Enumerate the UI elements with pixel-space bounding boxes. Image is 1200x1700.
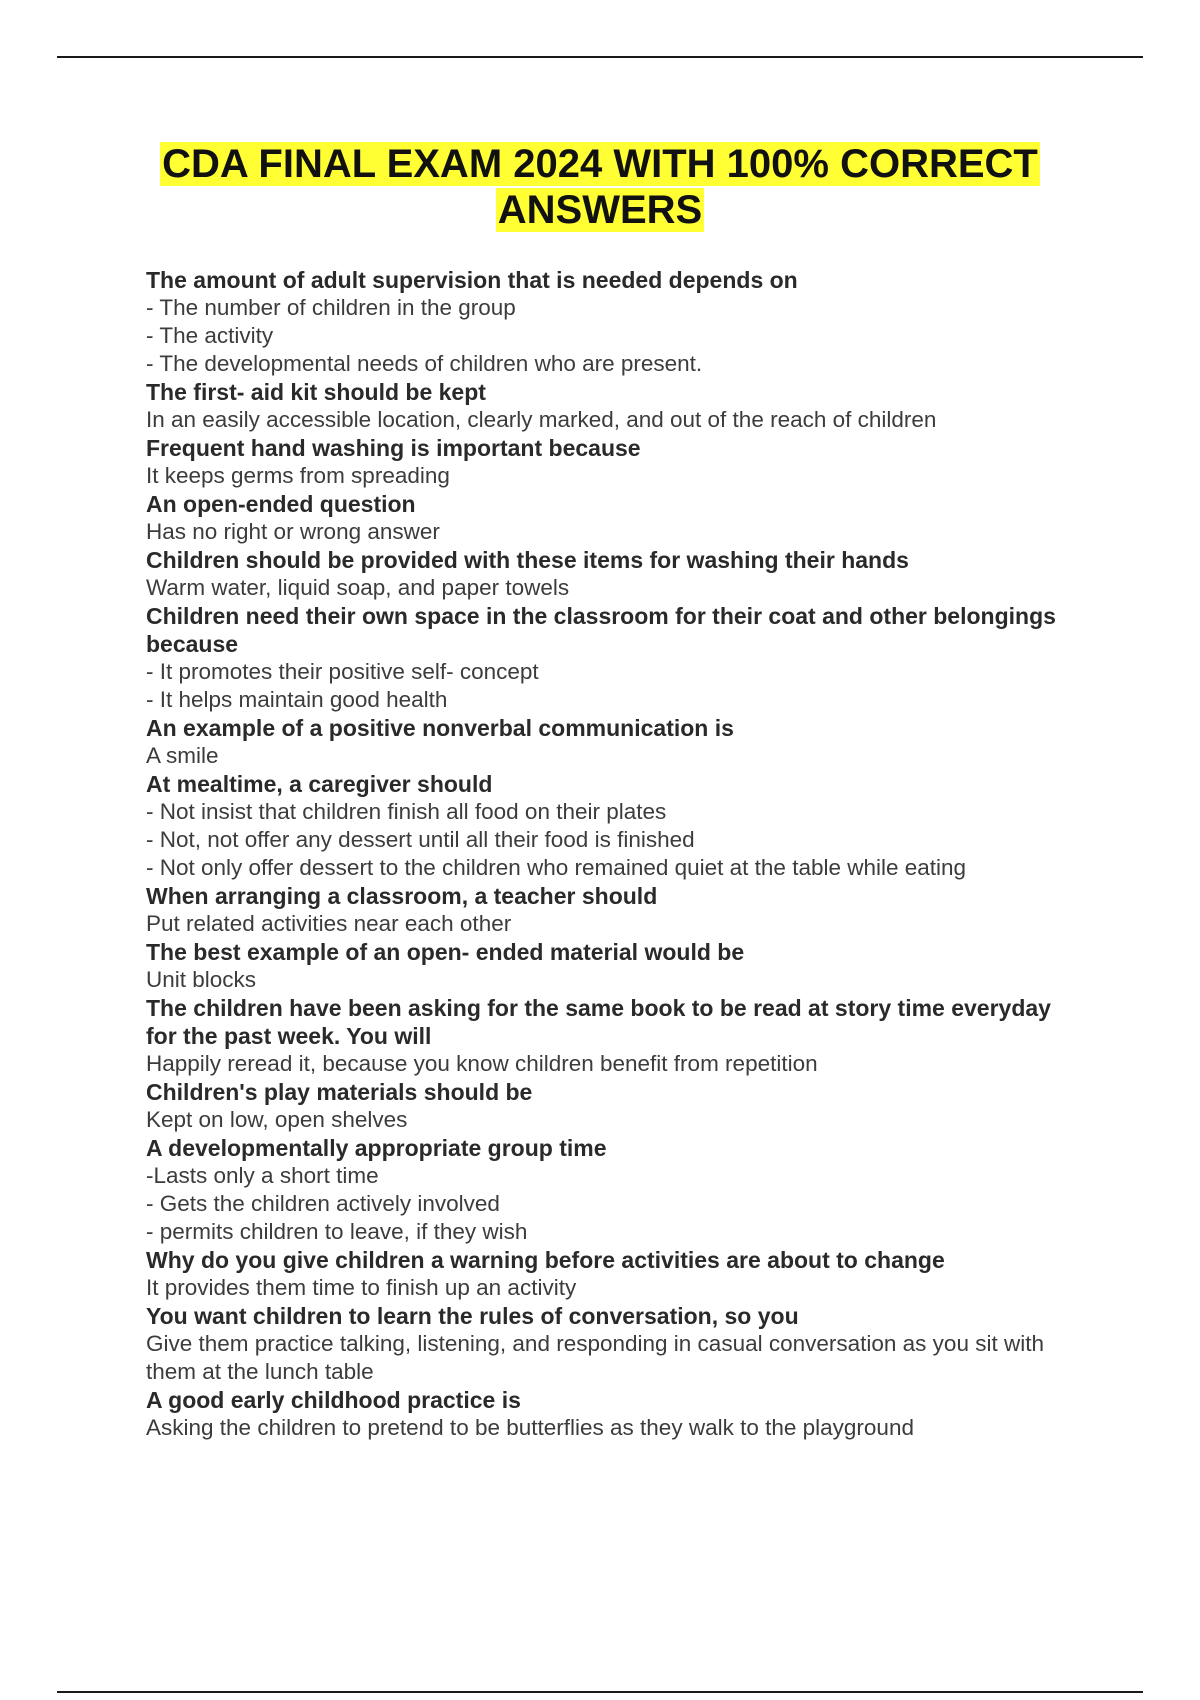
question: Why do you give children a warning before activities are about to change [146,1247,945,1273]
question: The first- aid kit should be kept [146,379,486,405]
qa-item [146,882,1076,938]
answer: - It helps maintain good health [146,687,448,712]
question: Children's play materials should be [146,1079,533,1105]
question: A good early childhood practice is [146,1387,521,1413]
qa-item [146,994,1076,1078]
answer: Asking the children to pretend to be butterflies as they walk to the playground [146,1415,914,1440]
qa-item [146,938,1076,994]
question: An example of a positive nonverbal communication is [146,715,734,741]
qa-item [146,1134,1076,1246]
question: The children have been asking for the same book to be read at story time everyday for the past week. You will [146,995,1051,1049]
qa-item [146,602,1076,714]
answer: Give them practice talking, listening, and responding in casual conversation as you sit with them at the lunch table [146,1331,1044,1384]
question: Frequent hand washing is important because [146,435,641,461]
answer: Put related activities near each other [146,911,512,936]
qa-list [146,266,1076,1442]
qa-item [146,378,1076,434]
qa-item [146,434,1076,490]
qa-item [146,1246,1076,1302]
qa-item [146,1302,1076,1386]
question: The best example of an open- ended material would be [146,939,745,965]
question: Children should be provided with these items for washing their hands [146,547,909,573]
answer: -Lasts only a short time [146,1163,379,1188]
answer: - permits children to leave, if they wish [146,1219,528,1244]
answer: In an easily accessible location, clearly marked, and out of the reach of children [146,407,937,432]
question: A developmentally appropriate group time [146,1135,607,1161]
qa-item [146,546,1076,602]
title-line-2: ANSWERS [497,188,703,232]
answer: - Gets the children actively involved [146,1191,500,1216]
answer: - Not only offer dessert to the children who remained quiet at the table while eating [146,855,967,880]
answer: - It promotes their positive self- concept [146,659,539,684]
question: Children need their own space in the classroom for their coat and other belongings because [146,603,1056,657]
answer: - Not insist that children finish all food on their plates [146,799,667,824]
question: You want children to learn the rules of conversation, so you [146,1303,799,1329]
answer: It provides them time to finish up an activity [146,1275,577,1300]
qa-item [146,266,1076,378]
answer: - The activity [146,323,274,348]
qa-item [146,1078,1076,1134]
page-title [0,141,1200,233]
answer: - The developmental needs of children who are present. [146,351,703,376]
answer: Has no right or wrong answer [146,519,440,544]
answer: Happily reread it, because you know children benefit from repetition [146,1051,818,1076]
answer: Unit blocks [146,967,257,992]
qa-item [146,714,1076,770]
top-divider [57,56,1143,58]
title-line-1: CDA FINAL EXAM 2024 WITH 100% CORRECT [162,142,1038,186]
answer: Kept on low, open shelves [146,1107,408,1132]
bottom-divider [57,1691,1143,1693]
qa-item [146,490,1076,546]
qa-item [146,770,1076,882]
answer: A smile [146,743,219,768]
question: An open-ended question [146,491,416,517]
answer: - Not, not offer any dessert until all their food is finished [146,827,695,852]
answer: Warm water, liquid soap, and paper towels [146,575,570,600]
answer: - The number of children in the group [146,295,516,320]
qa-item [146,1386,1076,1442]
question: The amount of adult supervision that is needed depends on [146,267,798,293]
question: At mealtime, a caregiver should [146,771,493,797]
answer: It keeps germs from spreading [146,463,450,488]
question: When arranging a classroom, a teacher should [146,883,658,909]
